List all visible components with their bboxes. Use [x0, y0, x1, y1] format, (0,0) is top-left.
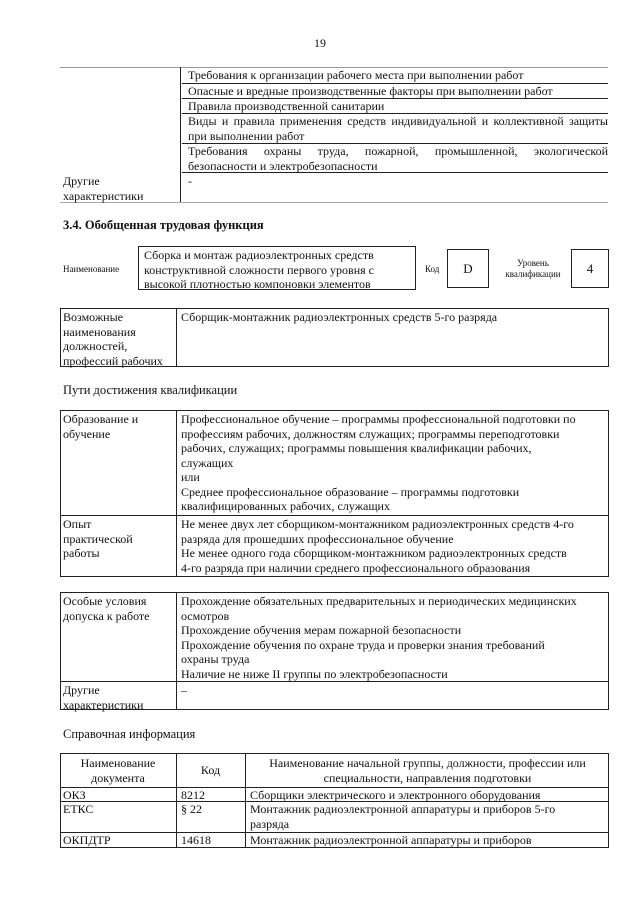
- code-value: D: [447, 249, 489, 288]
- education-line: служащих: [181, 455, 234, 470]
- level-label-line: Уровень: [517, 258, 549, 268]
- table-row-name: Сборщики электрического и электронного оборудования: [250, 788, 541, 802]
- other-characteristics-value: -: [188, 174, 192, 188]
- admission-label: [63, 594, 150, 623]
- experience-label-line: работы: [63, 546, 100, 560]
- positions-label-line: наименования: [63, 324, 136, 339]
- admission-line: Наличие не ниже II группы по электробезопасности: [181, 666, 448, 681]
- header-name-line: специальности, направления подготовки: [323, 770, 532, 785]
- level-label: [497, 258, 569, 280]
- admission-label-line: допуска к работе: [63, 608, 150, 623]
- table-row-name-line: разряда: [250, 816, 290, 831]
- experience-line: разряда для прошедших профессиональное обучение: [181, 531, 454, 546]
- header-doc-line: Наименование: [80, 756, 156, 770]
- experience-line: Не менее одного года сборщиком-монтажником радиоэлектронных средств: [181, 546, 567, 560]
- table-row-doc: ЕТКС: [63, 802, 94, 816]
- experience-label-line: практической: [63, 531, 133, 546]
- positions-label-line: Возможные: [63, 310, 123, 324]
- education-line: профессиям рабочих, должностям служащих; программы переподготовки: [181, 426, 560, 441]
- experience-label: [63, 517, 133, 561]
- requirement-item: Требования охраны труда, пожарной, промышленной, экологической безопасности и электробезопасности: [188, 144, 608, 173]
- table-row-name: Монтажник радиоэлектронной аппаратуры и приборов: [250, 833, 532, 847]
- section-title: 3.4. Обобщенная трудовая функция: [63, 218, 264, 232]
- table-row-doc: ОКЗ: [63, 788, 86, 802]
- level-value: 4: [571, 249, 609, 288]
- table-row-name-line: Монтажник радиоэлектронной аппаратуры и приборов 5-го: [250, 802, 556, 816]
- education-label-line: обучение: [63, 426, 111, 441]
- other2-label: [63, 683, 143, 712]
- page-number: 19: [314, 36, 326, 50]
- education-line: Профессиональное обучение – программы профессиональной подготовки по: [181, 412, 576, 426]
- positions-label-line: должностей,: [63, 339, 128, 353]
- requirement-item: Правила производственной санитарии: [188, 99, 385, 113]
- name-label: Наименование: [63, 264, 120, 274]
- header-code: Код: [200, 763, 221, 777]
- education-value: [181, 412, 607, 514]
- education-line: или: [181, 470, 200, 484]
- requirement-item: Виды и правила применения средств индивидуальной и коллективной защиты при выполнении работ: [188, 114, 608, 143]
- table-row-code: 14618: [181, 833, 211, 847]
- education-line: квалифицированных рабочих, служащих: [181, 499, 390, 513]
- education-label-line: Образование и: [63, 412, 139, 426]
- table-row-code: 8212: [181, 788, 205, 802]
- table-row-code: § 22: [181, 802, 202, 816]
- requirement-item: Требования к организации рабочего места при выполнении работ: [188, 68, 524, 82]
- function-name-line: высокой плотностью компоновки элементов: [144, 277, 371, 291]
- paths-title: Пути достижения квалификации: [63, 383, 238, 397]
- positions-label-line: профессий рабочих: [63, 353, 163, 368]
- header-doc-line: документа: [91, 770, 145, 785]
- positions-label: [63, 310, 163, 368]
- education-line: Среднее профессиональное образование – программы подготовки: [181, 484, 520, 499]
- table-row-name: [250, 802, 607, 831]
- education-line: рабочих, служащих; программы повышения квалификации рабочих,: [181, 441, 532, 455]
- table-row-doc: ОКПДТР: [63, 833, 111, 847]
- ref-title: Справочная информация: [63, 727, 196, 741]
- admission-line: Прохождение обязательных предварительных и периодических медицинских: [181, 594, 577, 608]
- admission-line: осмотров: [181, 608, 230, 623]
- experience-label-line: Опыт: [63, 517, 92, 531]
- admission-line: Прохождение обучения по охране труда и проверки знания требований: [181, 637, 545, 652]
- experience-value: [181, 517, 607, 575]
- function-name-line: Сборка и монтаж радиоэлектронных средств: [144, 248, 374, 262]
- other2-value: –: [181, 683, 187, 697]
- other2-label-line: характеристики: [63, 697, 144, 712]
- function-name-line: конструктивной сложности первого уровня с: [144, 262, 374, 277]
- other-characteristics-label: Другие характеристики: [63, 174, 144, 203]
- admission-line: Прохождение обучения мерам пожарной безопасности: [181, 623, 462, 637]
- positions-value: Сборщик-монтажник радиоэлектронных средств 5-го разряда: [181, 310, 498, 324]
- function-name-box: [138, 246, 416, 290]
- header-doc: [60, 756, 176, 785]
- header-name-line: Наименование начальной группы, должности, профессии или: [269, 756, 586, 770]
- header-name: [246, 756, 609, 785]
- experience-line: Не менее двух лет сборщиком-монтажником радиоэлектронных средств 4-го: [181, 517, 574, 531]
- admission-label-line: Особые условия: [63, 594, 147, 608]
- code-label: Код: [425, 264, 440, 274]
- experience-line: 4-го разряда при наличии среднего профессионального образования: [181, 560, 531, 575]
- requirement-item: Опасные и вредные производственные факторы при выполнении работ: [188, 84, 553, 98]
- admission-value: [181, 594, 607, 681]
- admission-line: охраны труда: [181, 652, 250, 666]
- level-label-line: квалификации: [505, 269, 561, 279]
- other2-label-line: Другие: [63, 683, 100, 697]
- education-label: [63, 412, 138, 441]
